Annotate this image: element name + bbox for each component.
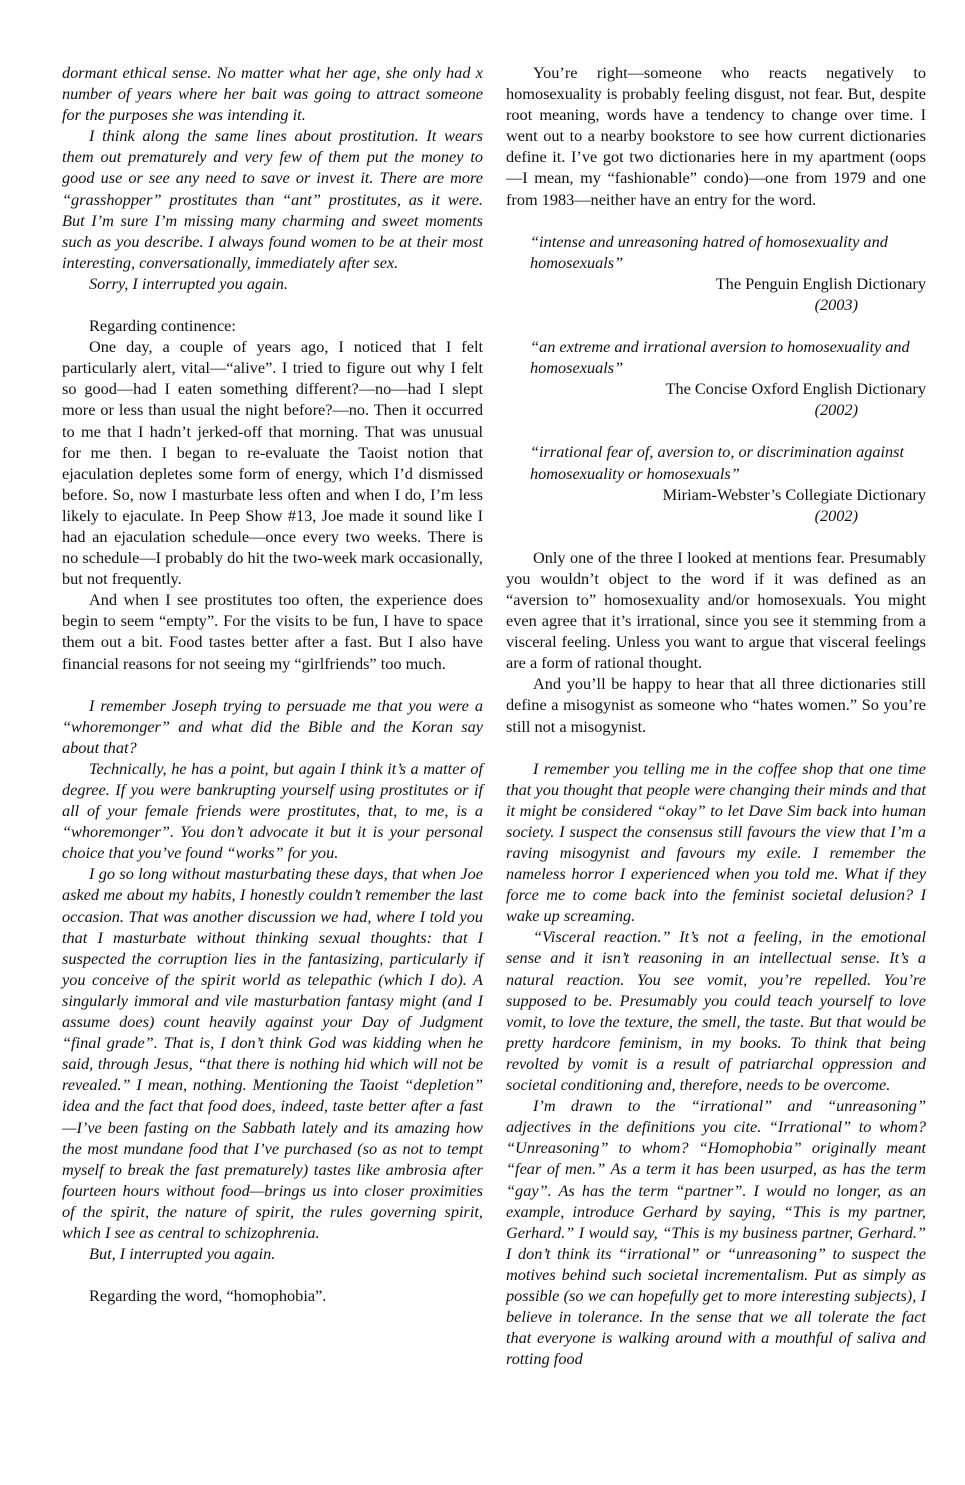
- quote-text: “intense and unreasoning hatred of homosexuality and homosexuals”: [530, 231, 888, 272]
- dictionary-quote: [530, 441, 926, 525]
- spacer: [506, 210, 926, 231]
- quote-text: “an extreme and irrational aversion to homosexuality and homosexuals”: [530, 337, 910, 378]
- paragraph: You’re right—someone who reacts negatively to homosexuality is probably feeling disgust, not fear. But, despite root meaning, words have a tendency to change over time. I went out to a nearby bookstore to see how current dictionaries define it. I’ve got two dictionaries here in my apartment (oops—I mean, my “fashionable” condo)—one from 1979 and one from 1983—neither have an entry for the word.: [506, 63, 926, 209]
- paragraph: And you’ll be happy to hear that all three dictionaries still define a misogynist as someone who “hates women.” So you’re still not a misogynist.: [506, 674, 926, 736]
- quote-year: (2002): [814, 505, 858, 525]
- section-heading: Regarding the word, “homophobia”.: [89, 1286, 327, 1306]
- paragraph: And when I see prostitutes too often, the experience does begin to seem “empty”. For the visits to be fun, I have to space them out a bit. Food tastes better after a fast. But I also have financial reasons for not seeing my “girlfriends” too much.: [62, 590, 483, 673]
- paragraph: I remember you telling me in the coffee shop that one time that you thought that people were changing their minds and that it might be considered “okay” to let Dave Sim back into human society. I suspect the consensus still favours the view that I’m a raving misogynist and favours my exile. I remember the nameless horror I experienced when you told me. What if they force me to come back into the feminist societal delusion? I wake up screaming.: [506, 758, 926, 926]
- paragraph: One day, a couple of years ago, I noticed that I felt particularly alert, vital—“alive”. I tried to figure out why I felt so good—had I eaten something different?—no—had I slept more or less than usual the night before?—no. Then it occurred to me that I hadn’t jerked-off that morning. That was unusual for me then. I began to re-evaluate the Taoist notion that ejaculation depletes some form of energy, which I’d dismissed before. So, now I masturbate less often and when I do, I’m less likely to ejaculate. In Peep Show #13, Joe made it sound like I had an ejaculation schedule—once every two weeks. There is no schedule—I probably do hit the two-week mark occasionally, but not frequently.: [62, 337, 483, 589]
- paragraph: Only one of the three I looked at mentions fear. Presumably you wouldn’t object to the word if it was defined as an “aversion to” homosexuality and/or homosexuals. You might even agree that it’s irrational, since you see it stemming from a visceral feeling. Unless you want to argue that visceral feelings are a form of rational thought.: [506, 547, 926, 673]
- paragraph: But, I interrupted you again.: [89, 1244, 276, 1264]
- paragraph: I’m drawn to the “irrational” and “unreasoning” adjectives in the definitions you cite. “Irrational” to whom? “Unreasoning” to whom? “Homophobia” originally meant “fear of men.” As a term it has been usurped, as has the term “gay”. As has the term “partner”. I would no longer, as an example, introduce Gerhard by saying, “This is my partner, Gerhard.” I would say, “This is my business partner, Gerhard.” I don’t think its “irrational” or “unreasoning” to suspect the motives behind such societal incrementalism. Put as simply as possible (so we can hopefully get to more interesting subjects), I believe in tolerance. In the sense that we all tolerate the fact that everyone is walking around with a mouthful of saliva and rotting food: [506, 1096, 926, 1369]
- spacer: [506, 420, 926, 441]
- spacer: [62, 1264, 483, 1285]
- dictionary-quote: [530, 231, 926, 315]
- quote-source: The Concise Oxford English Dictionary: [665, 379, 926, 399]
- spacer: [506, 315, 926, 336]
- paragraph: I remember Joseph trying to persuade me that you were a “whoremonger” and what did the Bible and the Koran say about that?: [62, 695, 483, 757]
- quote-year: (2002): [814, 400, 858, 420]
- paragraph: I think along the same lines about prostitution. It wears them out prematurely and very few of them put the money to good use or see any need to save or invest it. There are more “grasshopper” prostitutes than “ant” prostitutes, as it were. But I’m sure I’m missing many charming and sweet moments such as you describe. I always found women to be at their most interesting, conversationally, immediately after sex.: [62, 126, 483, 272]
- quote-year: (2003): [814, 294, 858, 314]
- paragraph: Sorry, I interrupted you again.: [89, 273, 288, 293]
- quote-source: Miriam-Webster’s Collegiate Dictionary: [662, 484, 926, 504]
- quote-text: “irrational fear of, aversion to, or discrimination against homosexuality or homosexuals”: [530, 442, 905, 483]
- spacer: [62, 674, 483, 695]
- left-column: [62, 62, 483, 1306]
- paragraph: dormant ethical sense. No matter what her age, she only had x number of years where her bait was going to attract someone for the purposes she was intending it.: [62, 63, 483, 125]
- right-column: [506, 62, 926, 1369]
- paragraph: Technically, he has a point, but again I think it’s a matter of degree. If you were bankrupting yourself using prostitutes or if all of your female friends were prostitutes, that, to me, is a “whoremonger”. You don’t advocate it but it is your personal choice that you’ve found “works” for you.: [62, 758, 483, 863]
- dictionary-quote: [530, 336, 926, 420]
- spacer: [506, 526, 926, 547]
- spacer: [506, 737, 926, 758]
- section-heading: Regarding continence:: [89, 316, 236, 336]
- quote-source: The Penguin English Dictionary: [715, 273, 926, 293]
- paragraph: “Visceral reaction.” It’s not a feeling, in the emotional sense and it isn’t reasoning in an intellectual sense. It’s a natural reaction. You see vomit, you’re repelled. You’re supposed to be. Presumably you could teach yourself to love vomit, to love the texture, the smell, the taste. But that would be pretty hardcore feminism, in my books. To think that being revolted by vomit is a result of patriarchal oppression and societal conditioning and, therefore, needs to be overcome.: [506, 927, 926, 1095]
- paragraph: I go so long without masturbating these days, that when Joe asked me about my habits, I honestly couldn’t remember the last occasion. That was another discussion we had, where I told you that I masturbate without thinking sexual thoughts: that I suspected the corruption lies in the fantasizing, particularly if you conceive of the spirit world as telepathic (which I do). A singularly immoral and vile masturbation fantasy might (and I assume does) count heavily against your Day of Judgment “final grade”. That is, I don’t think God was kidding when he said, through Jesus, “that there is nothing hid which will not be revealed.” I mean, nothing. Mentioning the Taoist “depletion” idea and the fact that food does, indeed, taste better after a fast—I’ve been fasting on the Sabbath lately and its amazing how the most mundane food that I’ve purchased (so as not to tempt myself to break the fast prematurely) tastes like ambrosia after fourteen hours without food—brings us into closer proximities of the spirit, the nature of spirit, the rules governing spirit, which I see as central to schizophrenia.: [62, 864, 483, 1242]
- spacer: [62, 294, 483, 315]
